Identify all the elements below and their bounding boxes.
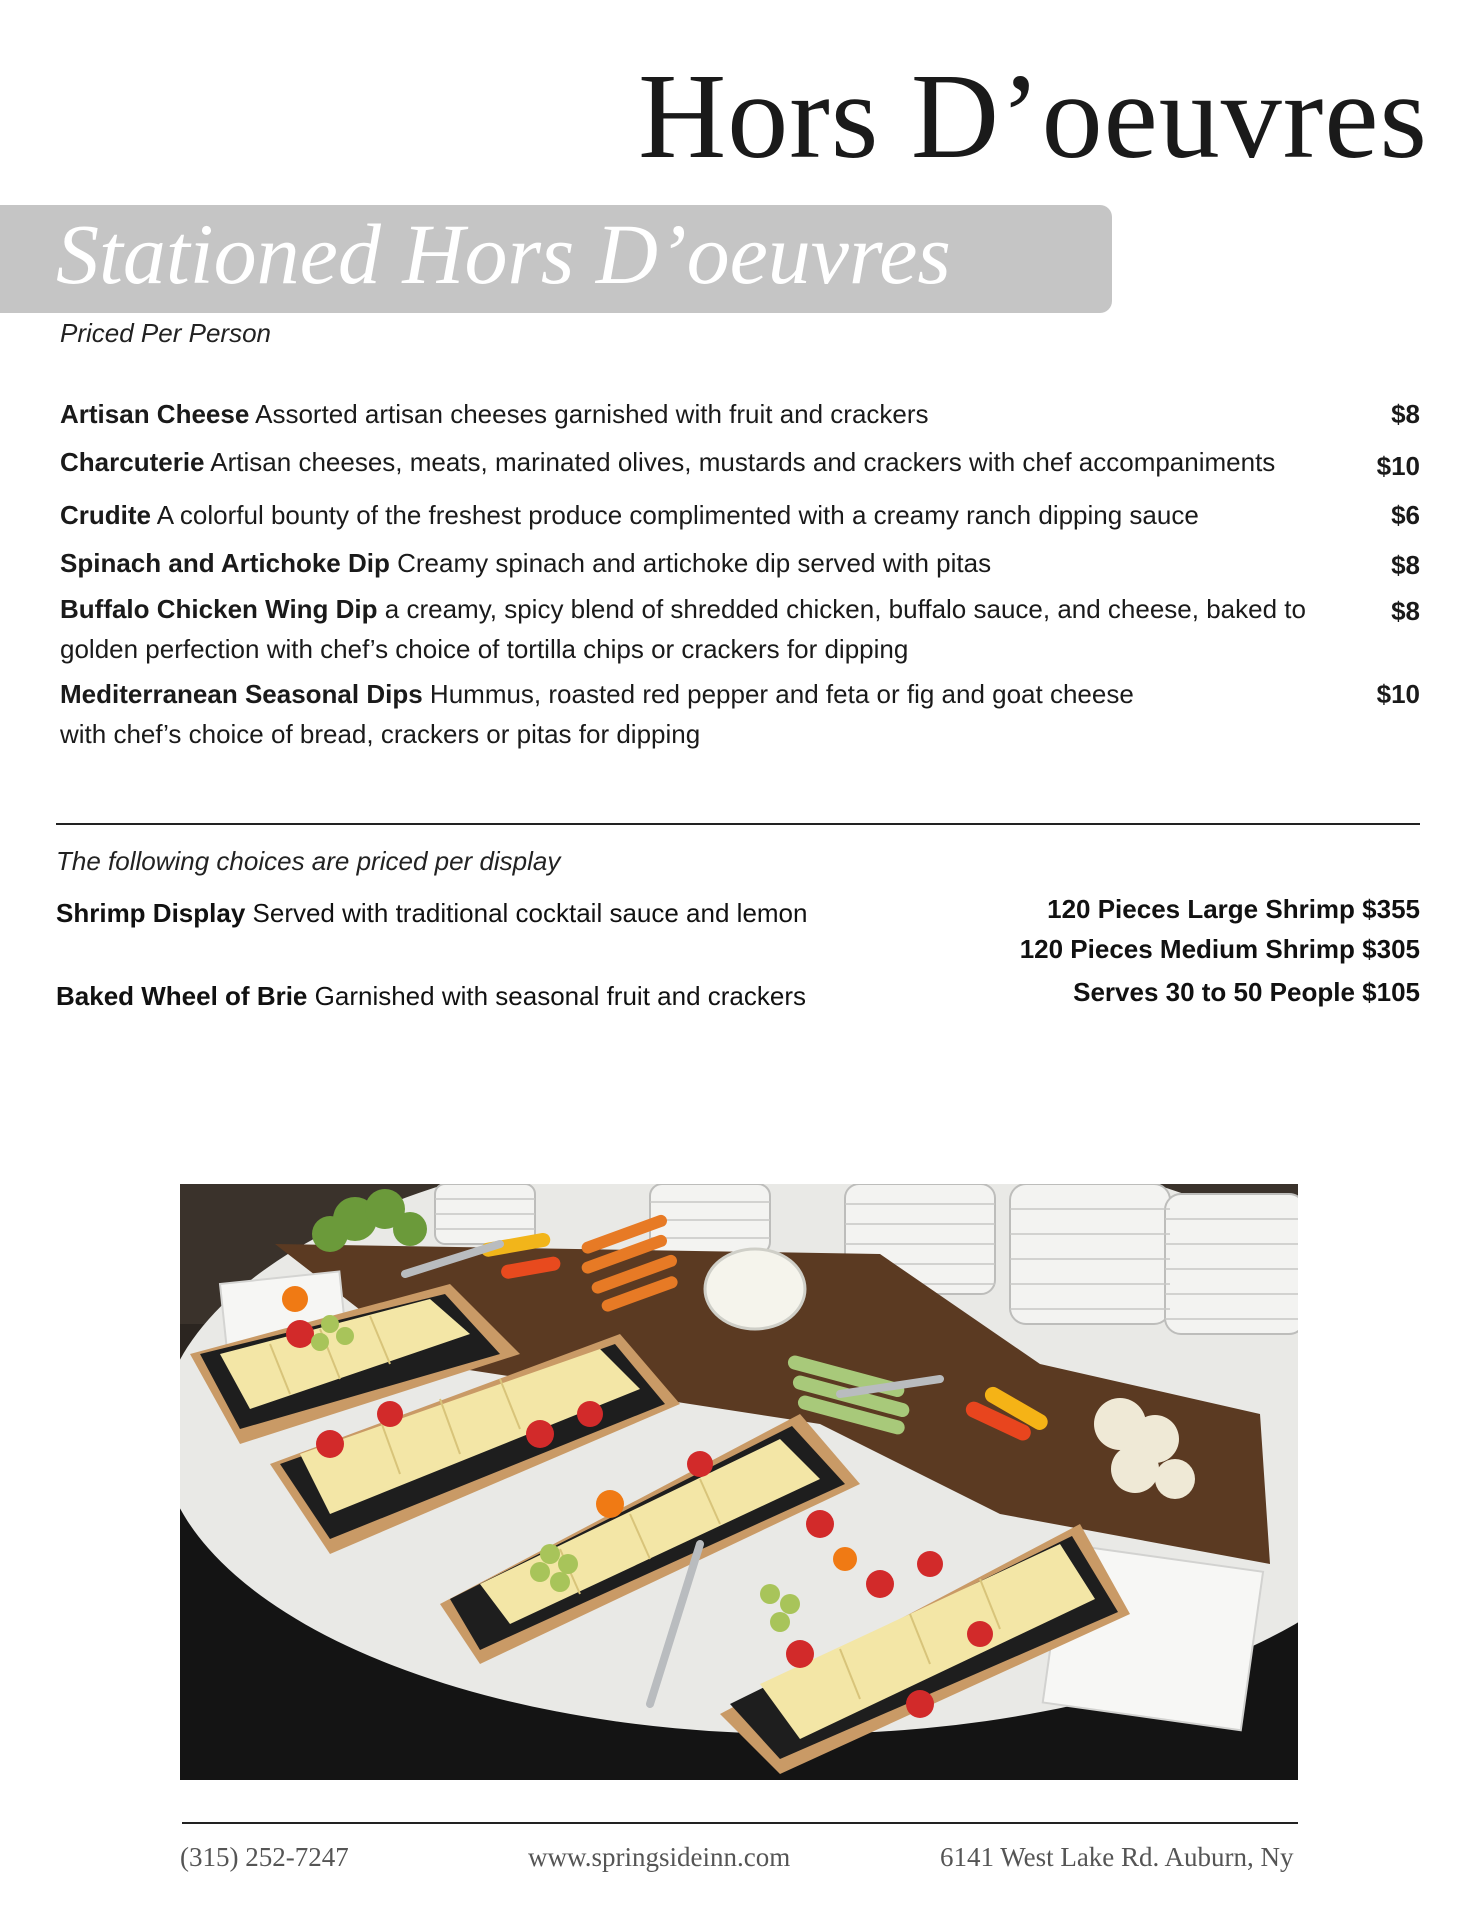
menu-item-charcuterie bbox=[60, 442, 1420, 482]
brie-price: Serves 30 to 50 People $105 bbox=[1073, 977, 1420, 1007]
item-description-continued: with chef’s choice of bread, crackers or pitas for dipping bbox=[60, 719, 701, 749]
item-name: Buffalo Chicken Wing Dip bbox=[60, 594, 378, 624]
item-description: Hummus, roasted red pepper and feta or fig and goat cheese bbox=[429, 679, 1134, 709]
item-description: A colorful bounty of the freshest produce complimented with a creamy ranch dipping sauce bbox=[156, 500, 1199, 530]
item-description: Served with traditional cocktail sauce and lemon bbox=[252, 898, 808, 928]
item-description: Assorted artisan cheeses garnished with fruit and crackers bbox=[255, 399, 929, 429]
shrimp-price-medium: 120 Pieces Medium Shrimp $305 bbox=[1019, 934, 1420, 964]
shrimp-display-item bbox=[56, 893, 807, 933]
shrimp-price-large: 120 Pieces Large Shrimp $355 bbox=[1047, 894, 1420, 924]
item-price: $8 bbox=[1391, 550, 1420, 580]
cheese-board-illustration bbox=[180, 1184, 1298, 1780]
priced-per-person-note: Priced Per Person bbox=[60, 318, 271, 348]
menu-item-mediterranean-seasonal-dips bbox=[60, 674, 1420, 754]
item-name: Crudite bbox=[60, 500, 151, 530]
cheese-board-photo bbox=[180, 1184, 1298, 1780]
footer-address: 6141 West Lake Rd. Auburn, Ny bbox=[940, 1842, 1294, 1872]
item-price: $6 bbox=[1391, 500, 1420, 530]
brie-display-item bbox=[56, 976, 806, 1016]
section-title: Stationed Hors D’oeuvres bbox=[56, 206, 951, 302]
item-name: Spinach and Artichoke Dip bbox=[60, 548, 390, 578]
footer-website: www.springsideinn.com bbox=[528, 1842, 791, 1872]
item-price: $8 bbox=[1391, 596, 1420, 626]
footer-phone: (315) 252-7247 bbox=[180, 1842, 349, 1872]
item-name: Baked Wheel of Brie bbox=[56, 981, 308, 1011]
page-title: Hors D’oeuvres bbox=[638, 49, 1428, 184]
menu-item-spinach-artichoke-dip bbox=[60, 543, 1420, 583]
section-divider bbox=[56, 823, 1420, 825]
item-description: Creamy spinach and artichoke dip served with pitas bbox=[397, 548, 992, 578]
item-name: Charcuterie bbox=[60, 447, 205, 477]
item-price: $8 bbox=[1391, 399, 1420, 429]
item-description: Garnished with seasonal fruit and crackers bbox=[314, 981, 806, 1011]
item-description: Artisan cheeses, meats, marinated olives, mustards and crackers with chef accompaniments bbox=[210, 447, 1276, 477]
menu-item-artisan-cheese bbox=[60, 394, 1420, 434]
item-name: Shrimp Display bbox=[56, 898, 246, 928]
footer-divider bbox=[182, 1822, 1298, 1824]
item-price: $10 bbox=[1376, 451, 1420, 481]
item-name: Mediterranean Seasonal Dips bbox=[60, 679, 423, 709]
item-description: a creamy, spicy blend of shredded chicken, buffalo sauce, and cheese, baked to golden perfection with chef’s choice of tortilla chips or crackers for dipping bbox=[60, 594, 1306, 664]
menu-item-buffalo-chicken-wing-dip bbox=[60, 589, 1420, 669]
menu-item-crudite bbox=[60, 495, 1420, 535]
section-banner bbox=[0, 205, 1112, 313]
item-price: $10 bbox=[1376, 679, 1420, 709]
item-name: Artisan Cheese bbox=[60, 399, 250, 429]
priced-per-display-note: The following choices are priced per display bbox=[56, 846, 561, 876]
